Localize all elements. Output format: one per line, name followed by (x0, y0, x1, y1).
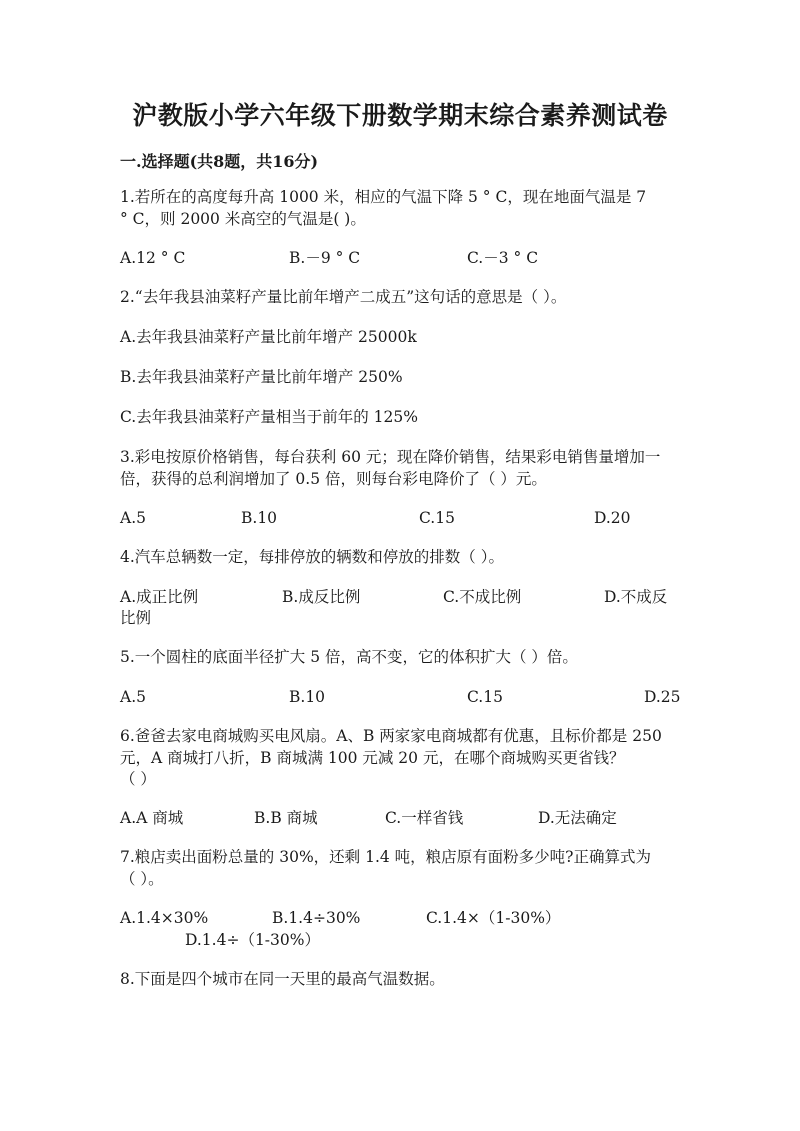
question-3-option-b[interactable]: B.10 (241, 509, 278, 527)
question-4-option-c[interactable]: C.不成比例 (443, 588, 522, 606)
question-2-option-a[interactable]: A.去年我县油菜籽产量比前年增产 25000k (120, 328, 417, 346)
question-7-text: 7.粮店卖出面粉总量的 30%，还剩 1.4 吨，粮店原有面粉多少吨?正确算式为 (120, 848, 651, 866)
question-1-option-c[interactable]: C.－3 ° C (467, 249, 539, 267)
question-4-option-d-wrap[interactable]: 比例 (120, 609, 152, 627)
question-3-option-c[interactable]: C.15 (419, 509, 455, 527)
question-1-option-b[interactable]: B.－9 ° C (289, 249, 361, 267)
question-3-option-d[interactable]: D.20 (594, 509, 631, 527)
question-2-text: 2.“去年我县油菜籽产量比前年增产二成五”这句话的意思是（ ）。 (120, 288, 567, 306)
question-3-option-a[interactable]: A.5 (120, 509, 146, 527)
question-3-text: 3.彩电按原价格销售，每台获利 60 元；现在降价销售，结果彩电销售量增加一 (120, 448, 661, 466)
question-4-option-a[interactable]: A.成正比例 (120, 588, 199, 606)
question-6-text: 6.爸爸去家电商城购买电风扇。A、B 两家家电商城都有优惠，且标价都是 250 (120, 727, 662, 745)
question-7-option-d[interactable]: D.1.4÷（1-30%） (185, 931, 320, 949)
question-5-option-b[interactable]: B.10 (289, 688, 326, 706)
question-4-text: 4.汽车总辆数一定，每排停放的辆数和停放的排数（ ）。 (120, 548, 504, 566)
question-7-option-a[interactable]: A.1.4×30% (120, 909, 209, 927)
page-title: 沪教版小学六年级下册数学期末综合素养测试卷 (132, 101, 668, 130)
question-6-option-a[interactable]: A.A 商城 (120, 809, 184, 827)
question-4-option-d[interactable]: D.不成反 (604, 588, 668, 606)
question-6-option-c[interactable]: C.一样省钱 (385, 809, 464, 827)
question-6-option-d[interactable]: D.无法确定 (538, 809, 617, 827)
question-5-text: 5.一个圆柱的底面半径扩大 5 倍，高不变，它的体积扩大（ ）倍。 (120, 648, 578, 666)
question-7-option-c[interactable]: C.1.4×（1-30%） (426, 909, 561, 927)
question-1-option-a[interactable]: A.12 ° C (120, 249, 186, 267)
question-2-option-c[interactable]: C.去年我县油菜籽产量相当于前年的 125% (120, 408, 418, 426)
question-6-text: （ ） (120, 770, 156, 788)
question-6-option-b[interactable]: B.B 商城 (254, 809, 318, 827)
question-2-option-b[interactable]: B.去年我县油菜籽产量比前年增产 250% (120, 368, 403, 386)
question-6-text: 元，A 商城打八折，B 商城满 100 元减 20 元，在哪个商城购买更省钱？ (120, 749, 625, 767)
question-3-text: 倍，获得的总利润增加了 0.5 倍，则每台彩电降价了（ ）元。 (120, 470, 547, 488)
question-1-text: 1.若所在的高度每升高 1000 米，相应的气温下降 5 ° C，现在地面气温是 7 (120, 188, 647, 206)
question-8-text: 8.下面是四个城市在同一天里的最高气温数据。 (120, 970, 445, 988)
section-heading: 一.选择题(共8题，共16分) (120, 152, 319, 171)
question-5-option-d[interactable]: D.25 (644, 688, 681, 706)
question-4-option-b[interactable]: B.成反比例 (282, 588, 361, 606)
question-5-option-a[interactable]: A.5 (120, 688, 146, 706)
question-7-text: （ ）。 (120, 870, 164, 888)
question-1-text: ° C，则 2000 米高空的气温是( )。 (120, 210, 366, 228)
question-5-option-c[interactable]: C.15 (467, 688, 503, 706)
question-7-option-b[interactable]: B.1.4÷30% (272, 909, 361, 927)
